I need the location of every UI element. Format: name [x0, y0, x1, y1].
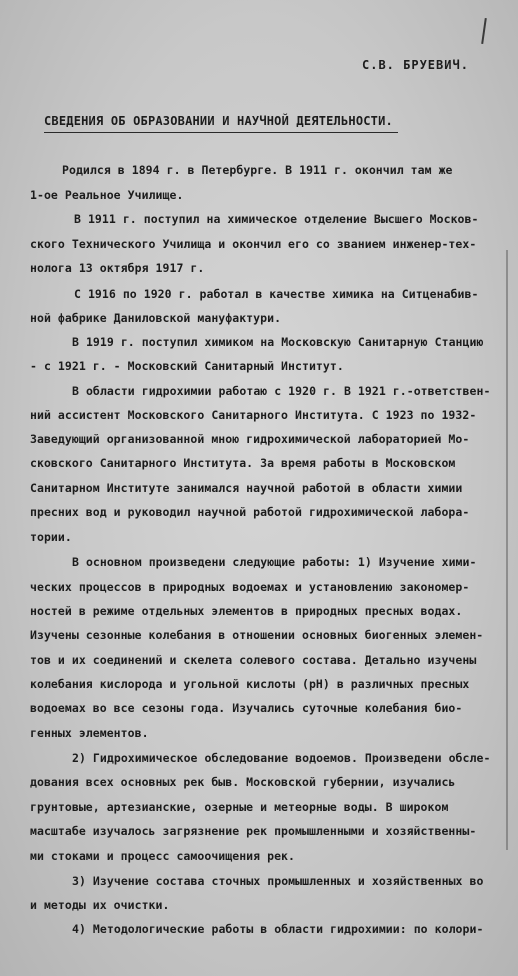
text-line: Заведующий организованной мною гидрохимической лабораторией Мо- [30, 432, 470, 446]
page-edge-shadow [506, 250, 508, 850]
text-line: нолога 13 октября 1917 г. [30, 261, 205, 275]
text-line: - с 1921 г. - Московский Санитарный Институт. [30, 359, 344, 373]
text-line: ми стоками и процесс самоочищения рек. [30, 849, 295, 863]
text-line: колебания кислорода и угольной кислоты (pH) в различных пресных [30, 677, 470, 691]
text-line: сковского Санитарного Института. За время работы в Московском [30, 456, 456, 470]
text-line: ний ассистент Московского Санитарного Института. С 1923 по 1932- [30, 408, 477, 422]
text-line: 1-ое Реальное Училище. [30, 188, 184, 202]
text-line: тории. [30, 530, 72, 544]
text-line: ческих процессов в природных водоемах и установлению закономер- [30, 580, 470, 594]
text-line: ной фабрике Даниловской мануфактури. [30, 311, 282, 325]
heading-underline [44, 132, 398, 133]
text-line: масштабе изучалось загрязнение рек промышленными и хозяйственны- [30, 824, 477, 838]
text-line: тов и их соединений и скелета солевого состава. Детально изучены [30, 653, 477, 667]
text-line: В основном произведени следующие работы: 1) Изучение хими- [72, 555, 477, 569]
document-heading: СВЕДЕНИЯ ОБ ОБРАЗОВАНИИ И НАУЧНОЙ ДЕЯТЕЛЬНОСТИ. [44, 114, 393, 128]
text-line: Санитарном Институте занимался научной работой в области химии [30, 481, 463, 495]
text-line: В области гидрохимии работаю с 1920 г. В 1921 г.-ответствен- [72, 384, 491, 398]
text-line: Родился в 1894 г. в Петербурге. В 1911 г. окончил там же [62, 163, 453, 177]
text-line: ского Технического Училища и окончил его со званием инженер-тех- [30, 237, 477, 251]
text-line: В 1911 г. поступил на химическое отделение Высшего Москов- [74, 212, 479, 226]
text-line: 3) Изучение состава сточных промышленных и хозяйственных во [72, 874, 484, 888]
text-line: 2) Гидрохимическое обследование водоемов. Произведени обсле- [72, 751, 491, 765]
text-line: грунтовые, артезианские, озерные и метеорные воды. В широком [30, 800, 449, 814]
text-line: пресних вод и руководил научной работой гидрохимической лабора- [30, 505, 470, 519]
text-line: 4) Методологические работы в области гидрохимии: по колори- [72, 922, 484, 936]
text-line: и методы их очистки. [30, 898, 170, 912]
text-line: дования всех основных рек быв. Московской губернии, изучались [30, 775, 456, 789]
text-line: Изучены сезонные колебания в отношении основных биогенных элемен- [30, 628, 484, 642]
text-line: водоемах во все сезоны года. Изучались суточные колебания био- [30, 701, 463, 715]
text-line: ностей в режиме отдельных элементов в природных пресных водах. [30, 604, 463, 618]
author-name: С.В. БРУЕВИЧ. [362, 58, 469, 72]
text-line: генных элементов. [30, 726, 149, 740]
text-line: В 1919 г. поступил химиком на Московскую Санитарную Станцию [72, 335, 484, 349]
pen-mark [481, 18, 487, 44]
text-line: С 1916 по 1920 г. работал в качестве химика на Ситценабив- [74, 287, 479, 301]
